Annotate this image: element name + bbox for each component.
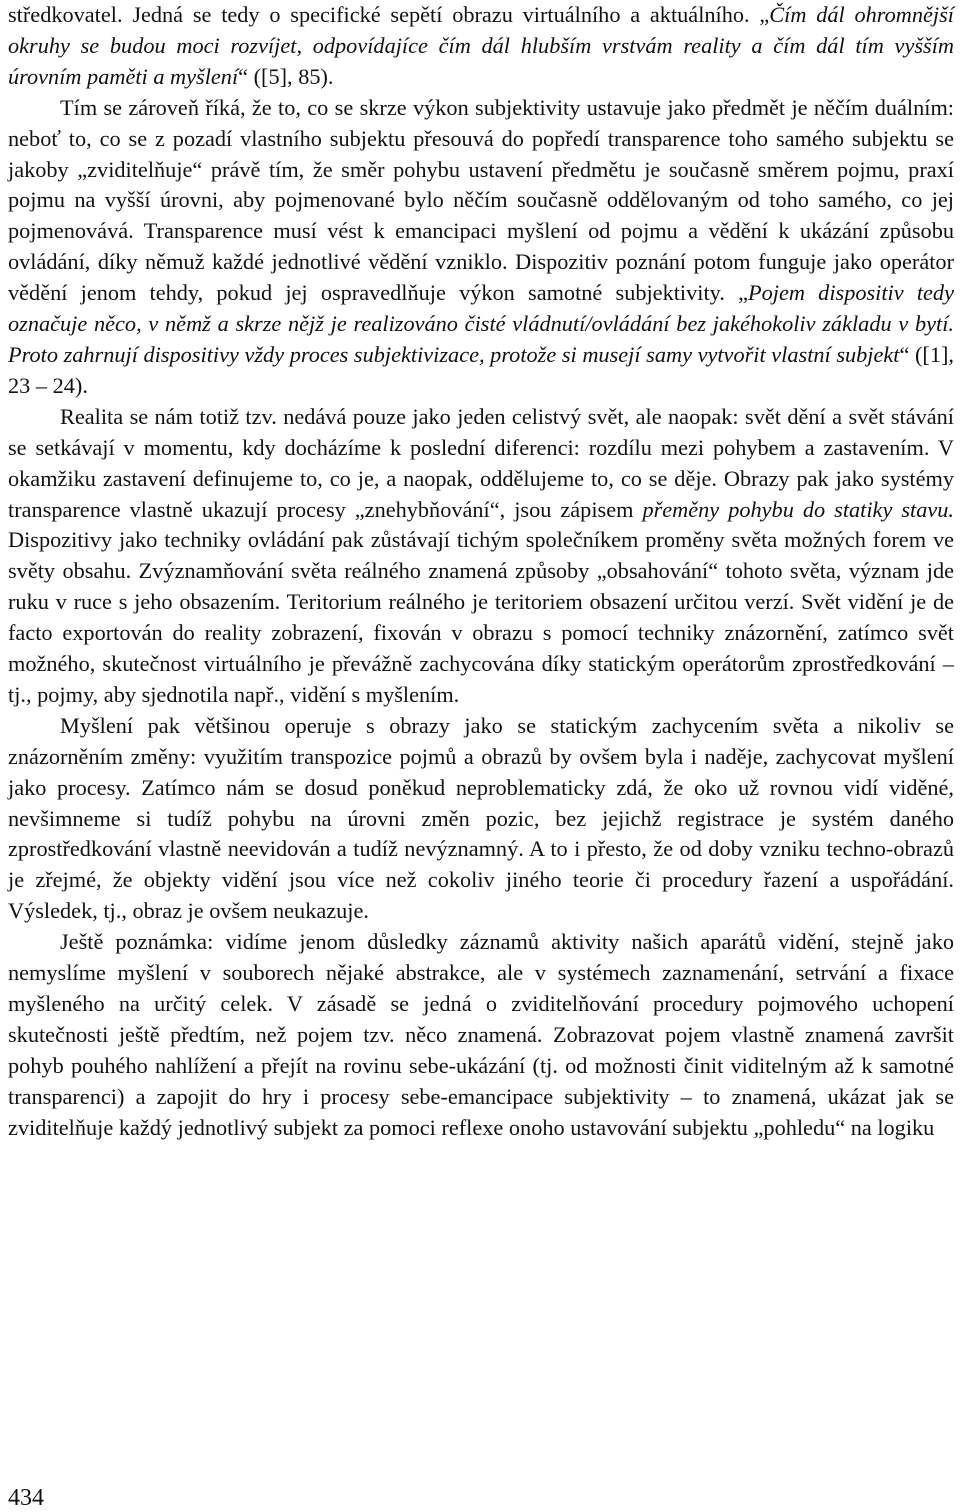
- text-run: Dispozitivy jako techniky ovládání pak zůstávají tichým společníkem proměny světa možných forem ve světy obsahu. Zvýznamňování světa reálného znamená způsoby „obsahování“ tohoto světa, význam jde ruku v ruce s jeho obsazením. Teritorium reálného je teritoriem obsazení určitou verzí. Svět vidění je de facto exportován do reality zobrazení, fixován v obrazu s pomocí techniky znázornění, zatímco svět možného, skutečnost virtuálního je převážně zachycována díky statickým operátorům zprostředkování – tj., pojmy, aby sjednotila např., vidění s myšlením.: [8, 527, 954, 707]
- body-text: [8, 0, 954, 1144]
- page-body: [8, 0, 954, 1144]
- text-run: Ještě poznámka: vidíme jenom důsledky záznamů aktivity našich aparátů vidění, stejně jako nemyslíme myšlení v souborech nějaké abstrakce, ale v systémech zaznamenání, setrvání a fixace myšleného na určitý celek. V zásadě se jedná o zviditelňování procedury pojmového uchopení skutečnosti ještě předtím, než pojem tzv. něco znamená. Zobrazovat pojem vlastně znamená završit pohyb pouhého nahlížení a přejít na rovinu sebe-ukázání (tj. od možnosti činit viditelným až k samotné transparenci) a zapojit do hry i procesy sebe-emancipace subjektivity – to znamená, ukázat jak se zviditelňuje každý jednotlivý subjekt za pomoci reflexe onoho ustavování subjektu „pohledu“ na logiku: [8, 929, 954, 1140]
- text-run: Realita se nám totiž tzv. nedává pouze jako jeden celistvý svět, ale naopak: svět dění a svět stávání se setkávají v momentu, kdy docházíme k poslední diferenci: rozdílu mezi pohybem a zastavením. V okamžiku zastavení definujeme to, co je, a naopak, oddělujeme to, co se děje. Obrazy pak jako systémy transparence vlastně ukazují procesy „znehybňování“, jsou zápisem: [8, 403, 954, 522]
- text-run: Tím se zároveň říká, že to, co se skrze výkon subjektivity ustavuje jako předmět je něčím duálním: neboť to, co se z pozadí vlastního subjektu přesouvá do popředí transparence toho samého subjektu se jakoby „zviditelňuje“ právě tím, že směr pohybu ustavení předmětu je současně směrem pojmu, praxí pojmu na vyšší úrovni, aby pojmenované bylo něčím současně oddělovaným od toho samého, co jej pojmenovává. Transparence musí vést k emancipaci myšlení od pojmu a vědění k ukázání způsobu ovládání, díky němuž každé jednotlivé vědění vzniklo. Dispozitiv poznání potom funguje jako operátor vědění jenom tehdy, pokud jej ospravedlňuje výkon samotné subjektivity. „: [8, 94, 954, 306]
- text-run: “ ([1], 23 – 24).: [8, 341, 954, 398]
- paragraph: [8, 711, 954, 927]
- paragraph: [8, 927, 954, 1143]
- text-run: Myšlení pak většinou operuje s obrazy jako se statickým zachycením světa a nikoliv se znázorněním změny: využitím transpozice pojmů a obrazů by ovšem byla i naděje, zachycovat myšlení jako procesy. Zatímco nám se dosud poněkud neproblematicky zdá, že oko už rovnou vidí viděné, nevšimneme si tudíž pohybu na úrovni změn pozic, bez jejichž registrace je systém daného zprostředkování vlastně neevidován a tudíž nevýznamný. A to i přesto, že od doby vzniku techno-obrazů je zřejmé, že objekty vidění jsou více než cokoliv jiného teorie či procedury řazení a uspořádání. Výsledek, tj., obraz je ovšem neukazuje.: [8, 712, 954, 924]
- italic-quote: Čím dál ohromnější okruhy se budou moci rozvíjet, odpovídajíce čím dál hlubším vrstvám reality a čím dál tím vyšším úrovním paměti a myšlení: [8, 2, 954, 89]
- paragraph: [8, 93, 954, 402]
- italic-quote: přeměny pohybu do statiky stavu.: [642, 496, 954, 522]
- italic-quote: Pojem dispositiv tedy označuje něco, v němž a skrze nějž je realizováno čisté vládnutí/ovládání bez jakéhokoliv základu v bytí. Proto zahrnují dispositivy vždy proces subjektivizace, protože si musejí samy vytvořit vlastní subjekt: [8, 280, 954, 367]
- text-run: středkovatel. Jedná se tedy o specifické sepětí obrazu virtuálního a aktuálního. „: [8, 2, 770, 27]
- paragraph: [8, 0, 954, 93]
- text-run: “ ([5], 85).: [238, 63, 334, 89]
- paragraph: [8, 402, 954, 711]
- page-number: 434: [8, 1485, 44, 1511]
